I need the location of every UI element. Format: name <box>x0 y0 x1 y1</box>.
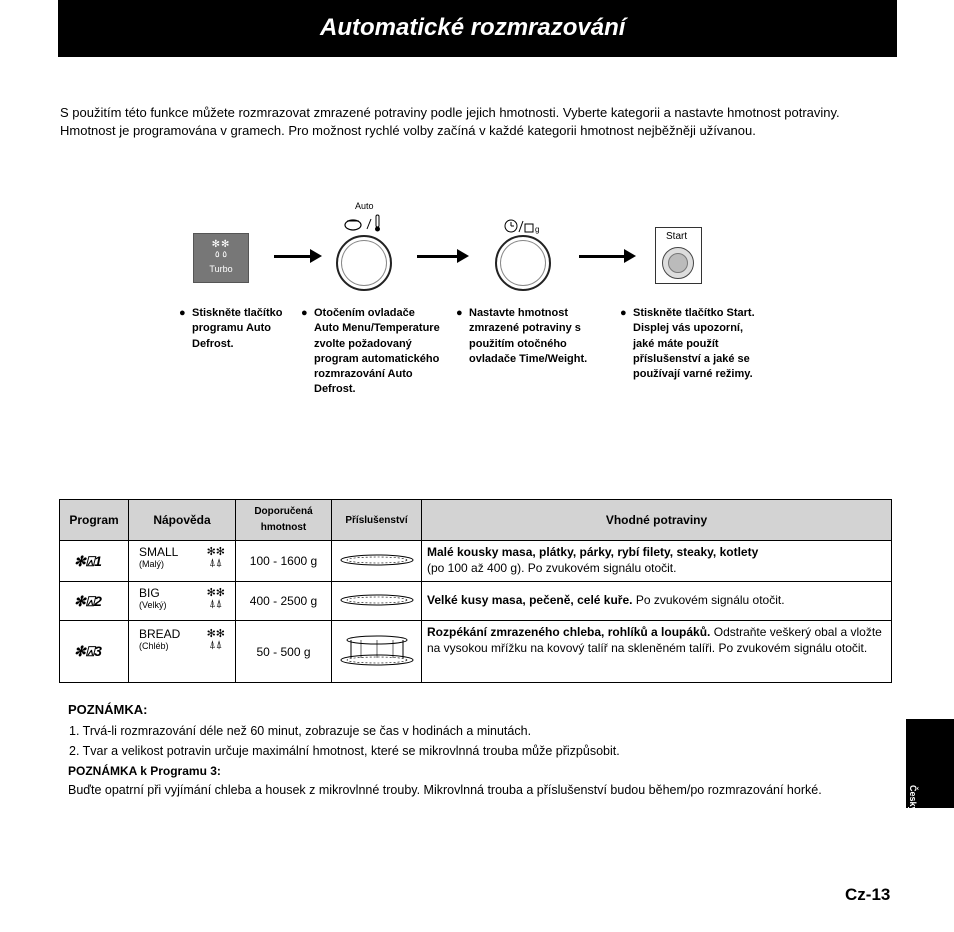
food-cell: Malé kousky masa, plátky, párky, rybí filety, steaky, kotlety (po 100 až 400 g). Po zvukovém signálu otočit. <box>422 541 892 582</box>
page-title: Automatické rozmrazování <box>320 14 626 41</box>
program-cell <box>60 582 129 621</box>
accessory-cell <box>332 541 422 582</box>
start-icon <box>662 247 694 279</box>
svg-text:g: g <box>535 225 540 234</box>
auto-menu-temperature-icon <box>343 213 385 233</box>
snowflake-drops-icon: ✻✻ ⍋⍋ <box>206 628 225 651</box>
table-row <box>60 582 892 621</box>
program-cell <box>60 541 129 582</box>
help-cell: BIG (Velký) ✻✻ ⍋⍋ <box>129 582 236 621</box>
weight-cell: 400 - 2500 g <box>236 582 332 621</box>
arrow-icon <box>579 255 626 258</box>
step-text: Stiskněte tlačítko Start. Displej vás upozorní, jaké máte použít příslušenství a jaké se používají varné režimy. <box>633 307 755 381</box>
defrost-program-icon: ✻⍓2 <box>74 592 102 609</box>
auto-defrost-table <box>59 499 892 683</box>
step-text: Otočením ovladače Auto Menu/Temperature zvolte požadovaný program automatického rozmrazování Auto Defrost. <box>314 307 440 396</box>
language-tab: Česky <box>906 719 954 808</box>
weight-cell: 50 - 500 g <box>236 621 332 683</box>
notes-subheading: POZNÁMKA k Programu 3: <box>68 764 221 778</box>
auto-label: Auto <box>355 201 374 211</box>
header-accessory: Příslušenství <box>332 500 422 541</box>
snowflake-icon: ✻✻ <box>211 239 231 250</box>
intro-paragraph: S použitím této funkce můžete rozmrazovat zmrazené potraviny podle jejich hmotnosti. Vyberte kategorii a nastavte hmotnost potraviny. Hmotnost je programována v gramech. Pro možnost rychlé volby začíná v každé kategorii hmotnost nejběžněji užívanou. <box>60 105 840 138</box>
auto-menu-knob <box>336 235 392 291</box>
help-cell: SMALL (Malý) ✻✻ ⍋⍋ <box>129 541 236 582</box>
accessory-cell <box>332 621 422 683</box>
start-button <box>655 227 702 284</box>
defrost-program-icon: ✻⍓3 <box>74 643 102 659</box>
arrow-icon <box>274 255 312 258</box>
high-rack-icon <box>339 632 415 668</box>
table-row <box>60 621 892 683</box>
food-cell: Rozpékání zmrazeného chleba, rohlíků a loupáků. Odstraňte veškerý obal a vložte na vysokou mřížku na kovový talíř na skleněném talíři. Po zvukovém signálu otočit. <box>422 621 892 683</box>
accessory-cell <box>332 582 422 621</box>
glass-tray-icon <box>339 593 415 607</box>
defrost-program-icon: ✻⍓1 <box>74 552 102 569</box>
turbo-defrost-button <box>193 233 249 283</box>
program-cell <box>60 621 129 683</box>
time-weight-knob <box>495 235 551 291</box>
header-help: Nápověda <box>129 500 236 541</box>
arrow-icon <box>417 255 459 258</box>
start-label: Start <box>666 231 688 242</box>
note-text: Buďte opatrní při vyjímání chleba a housek z mikrovlnné trouby. Mikrovlnná trouba a příslušenství budou během/po rozmrazování horké. <box>68 783 822 797</box>
step-text: Stiskněte tlačítko programu Auto Defrost. <box>192 307 283 350</box>
notes-section <box>68 701 888 799</box>
note-item: 1. Trvá-li rozmrazování déle než 60 minut, zobrazuje se čas v hodinách a minutách. <box>69 724 532 738</box>
notes-heading: POZNÁMKA: <box>68 702 148 717</box>
table-row <box>60 541 892 582</box>
snowflake-drops-icon: ✻✻ ⍋⍋ <box>206 546 225 569</box>
help-cell: BREAD (Chléb) ✻✻ ⍋⍋ <box>129 621 236 683</box>
note-item: 2. Tvar a velikost potravin určuje maximální hmotnost, které se mikrovlnná trouba může přizpůsobit. <box>69 744 620 758</box>
snowflake-drops-icon: ✻✻ ⍋⍋ <box>206 587 225 610</box>
header-food: Vhodné potraviny <box>422 500 892 541</box>
time-weight-icon <box>504 218 544 234</box>
drops-icon: ٥ ٥ <box>214 249 228 259</box>
turbo-label: Turbo <box>209 264 233 274</box>
header-weight: Doporučená hmotnost <box>236 500 332 541</box>
food-cell: Velké kusy masa, pečeně, celé kuře. Po zvukovém signálu otočit. <box>422 582 892 621</box>
header-program: Program <box>60 500 129 541</box>
glass-tray-icon <box>339 553 415 567</box>
page-number: Cz-13 <box>845 885 891 904</box>
step-text: Nastavte hmotnost zmrazené potraviny s použitím otočného ovladače Time/Weight. <box>469 307 588 365</box>
weight-cell: 100 - 1600 g <box>236 541 332 582</box>
